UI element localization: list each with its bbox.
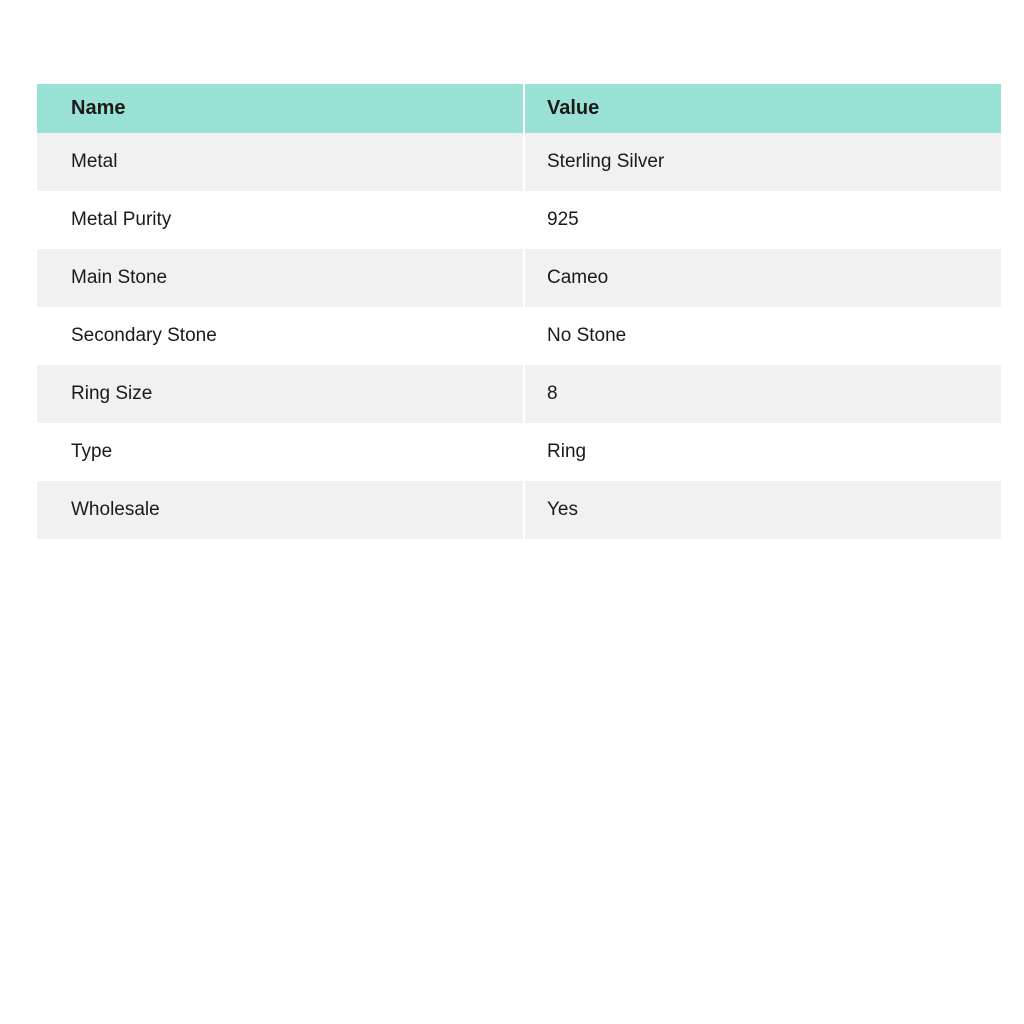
table-row [37,191,1001,249]
header-cell-value: Value [525,84,1001,133]
attribute-name: Metal Purity [71,209,172,230]
table-row [37,307,1001,365]
table-row [37,423,1001,481]
attribute-name: Wholesale [37,481,523,539]
attribute-name: Ring Size [37,365,523,423]
attribute-value: Cameo [525,249,1001,307]
table-row [37,365,1001,423]
attribute-name: Type [71,441,113,462]
attribute-value: 925 [547,209,579,230]
attribute-name: Secondary Stone [71,325,217,346]
attribute-name: Main Stone [37,249,523,307]
attribute-value: 8 [525,365,1001,423]
attribute-value: No Stone [547,325,627,346]
table-header-row [37,84,1001,133]
header-cell-name: Name [37,84,523,133]
attribute-value: Ring [547,441,587,462]
attribute-value: Sterling Silver [525,133,1001,191]
table-row [37,133,1001,191]
table-row [37,249,1001,307]
product-attributes-table [37,84,1001,539]
attribute-name: Metal [37,133,523,191]
table-row [37,481,1001,539]
attribute-value: Yes [525,481,1001,539]
